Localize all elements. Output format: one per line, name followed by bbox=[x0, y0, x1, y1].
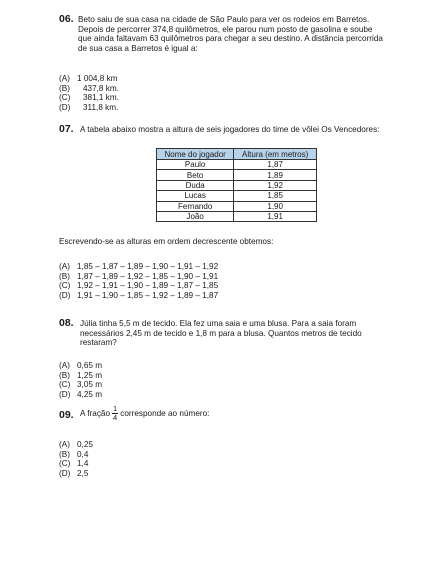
table-row: Paulo 1,87 bbox=[157, 160, 317, 170]
option-d[interactable]: (D) 2,5 bbox=[59, 468, 89, 478]
table-header: Nome do jogador bbox=[157, 149, 234, 160]
option-d[interactable]: (D) 311,8 km. bbox=[59, 102, 119, 112]
option-a[interactable]: (A) 0,25 bbox=[59, 440, 93, 449]
table-row: Fernando 1,90 bbox=[157, 201, 317, 211]
question-prompt: Escrevendo-se as alturas em ordem decrescente obtemos: bbox=[59, 237, 274, 246]
table-row: Lucas 1,85 bbox=[157, 191, 317, 201]
options-list bbox=[59, 361, 102, 399]
question-number: 09. bbox=[59, 409, 74, 421]
table-row: João 1,91 bbox=[157, 211, 317, 221]
table-header: Altura (em metros) bbox=[234, 149, 317, 160]
option-a[interactable]: (A) 0,65 m bbox=[59, 361, 103, 370]
question-stem: Beto saiu de sua casa na cidade de São Paulo para ver os rodeios em Barretos. Depois de percorrer 374,8 quilômetros, ele parou num posto de gasolina e soube que ainda faltavam 63 quilômetros para chegar a seu destino. A distância percorrida de sua casa a Barretos é igual a: bbox=[78, 15, 383, 53]
question-number: 06. bbox=[59, 13, 74, 25]
option-b[interactable]: (B) 0,4 bbox=[59, 449, 89, 459]
option-b[interactable]: (B) 437,8 km. bbox=[59, 83, 119, 93]
option-a[interactable]: (A) 1 004,8 km bbox=[59, 74, 118, 83]
table-row: Beto 1,89 bbox=[157, 170, 317, 180]
option-d[interactable]: (D) 4,25 m bbox=[59, 389, 103, 399]
option-a[interactable]: (A) 1,85 – 1,87 – 1,89 – 1,90 – 1,91 – 1,92 bbox=[59, 262, 219, 271]
question-number: 07. bbox=[59, 123, 74, 135]
option-d[interactable]: (D) 1,91 – 1,90 – 1,85 – 1,92 – 1,89 – 1,87 bbox=[59, 290, 219, 300]
heights-table bbox=[156, 148, 317, 222]
fraction: $\frac{1}{4}$ bbox=[113, 404, 118, 422]
option-c[interactable]: (C) 1,4 bbox=[59, 459, 89, 469]
option-c[interactable]: (C) 3,05 m bbox=[59, 380, 103, 390]
options-list bbox=[59, 74, 119, 112]
table-row: Duda 1,92 bbox=[157, 180, 317, 190]
options-list bbox=[59, 440, 93, 478]
option-c[interactable]: (C) 381,1 km. bbox=[59, 93, 119, 103]
options-list bbox=[59, 262, 218, 300]
question-number: 08. bbox=[59, 317, 74, 329]
option-c[interactable]: (C) 1,92 – 1,91 – 1,90 – 1,89 – 1,87 – 1,85 bbox=[59, 281, 219, 291]
question-stem: A tabela abaixo mostra a altura de seis jogadores do time de vôlei Os Vencedores: bbox=[80, 125, 380, 134]
question-stem: A fração $\frac{1}{4}$ corresponde ao número: bbox=[80, 404, 210, 422]
question-stem: Júlia tinha 5,5 m de tecido. Ela fez uma saia e uma blusa. Para a saia foram necessários 2,45 m de tecido e 1,8 m para a blusa. Quantos metros de tecido restaram? bbox=[80, 319, 362, 348]
option-b[interactable]: (B) 1,87 – 1,89 – 1,92 – 1,85 – 1,90 – 1,91 bbox=[59, 271, 219, 281]
option-b[interactable]: (B) 1,25 m bbox=[59, 370, 103, 380]
